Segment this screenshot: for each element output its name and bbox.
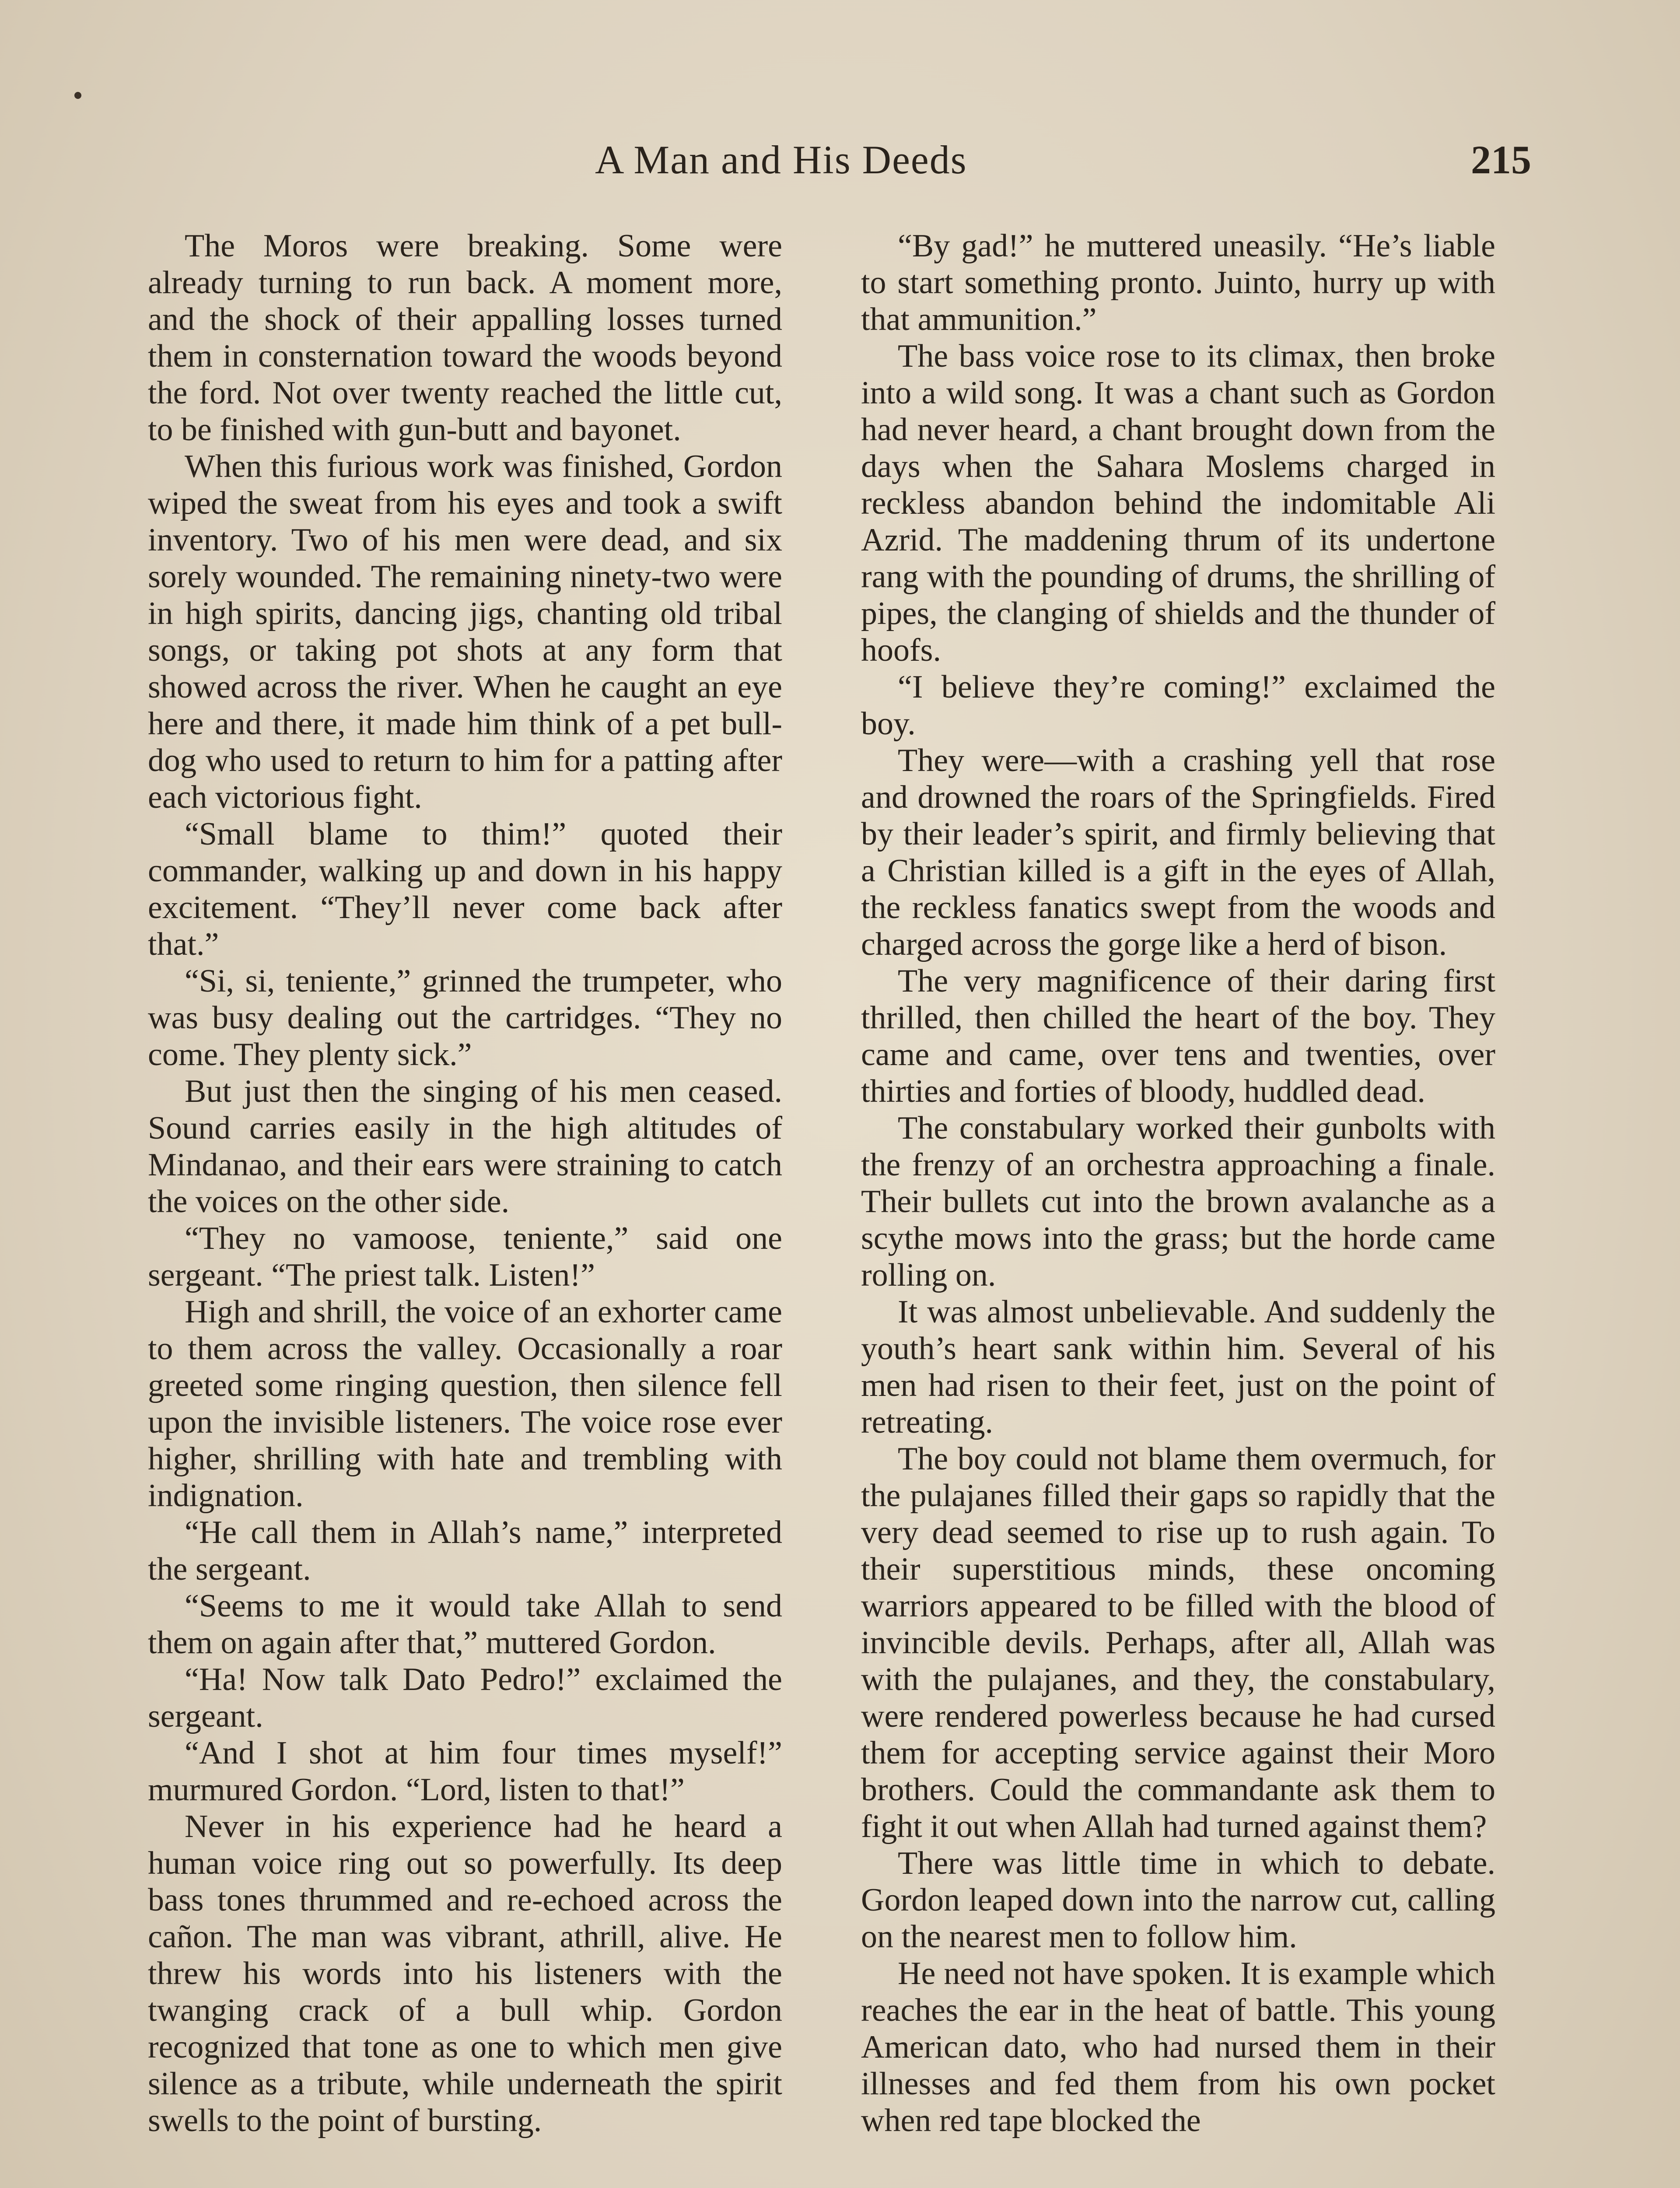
ink-speck bbox=[74, 92, 81, 99]
right-column bbox=[861, 228, 1495, 2139]
paragraph: It was almost unbelievable. And suddenly the youth’s heart sank within him. Several of his men had risen to their feet, just on the point of retreating. bbox=[861, 1294, 1495, 1440]
paragraph: The very magnificence of their daring first thrilled, then chilled the heart of the boy. They came and came, over tens and twenties, over thirties and forties of bloody, huddled dead. bbox=[861, 963, 1495, 1109]
paragraph: The Moros were breaking. Some were already turning to run back. A moment more, and the shock of their appalling losses turned them in consternation toward the woods beyond the ford. Not over twenty reached the little cut, to be finished with gun-butt and bayonet. bbox=[148, 228, 782, 448]
paragraph: “By gad!” he muttered uneasily. “He’s liable to start something pronto. Juinto, hurry up with that ammunition.” bbox=[861, 228, 1495, 337]
running-title: A Man and His Deeds bbox=[595, 137, 967, 182]
paragraph: “They no vamoose, teniente,” said one sergeant. “The priest talk. Listen!” bbox=[148, 1220, 782, 1293]
paragraph: But just then the singing of his men ceased. Sound carries easily in the high altitudes of Mindanao, and their ears were straining to catch the voices on the other side. bbox=[148, 1073, 782, 1220]
paragraph: When this furious work was finished, Gordon wiped the sweat from his eyes and took a swift inventory. Two of his men were dead, and six sorely wounded. The remaining ninety-two were in high spirits, dancing jigs, chanting old tribal songs, or taking pot shots at any form that showed across the river. When he caught an eye here and there, it made him think of a pet bull-dog who used to return to him for a patting after each victorious fight. bbox=[148, 449, 782, 815]
paragraph: They were—with a crashing yell that rose and drowned the roars of the Springfields. Fired by their leader’s spirit, and firmly believing that a Christian killed is a gift in the eyes of Allah, the reckless fanatics swept from the woods and charged across the gorge like a herd of bison. bbox=[861, 743, 1495, 962]
paragraph: The boy could not blame them overmuch, for the pulajanes filled their gaps so rapidly that the very dead seemed to rise up to rush again. To their superstitious minds, these oncoming warriors appeared to be filled with the blood of invincible devils. Perhaps, after all, Allah was with the pulajanes, and they, the constabulary, were rendered powerless because he had cursed them for accepting service against their Moro brothers. Could the commandante ask them to fight it out when Allah had turned against them? bbox=[861, 1441, 1495, 1844]
paragraph: “Ha! Now talk Dato Pedro!” exclaimed the sergeant. bbox=[148, 1662, 782, 1734]
paragraph: High and shrill, the voice of an exhorter came to them across the valley. Occasionally a roar greeted some ringing question, then silence fell upon the invisible listeners. The voice rose ever higher, shrilling with hate and trembling with indignation. bbox=[148, 1294, 782, 1514]
page-number: 215 bbox=[1471, 137, 1531, 182]
paragraph: The constabulary worked their gunbolts with the frenzy of an orchestra approaching a finale. Their bullets cut into the brown avalanche as a scythe mows into the grass; but the horde came rolling on. bbox=[861, 1110, 1495, 1293]
paragraph: Never in his experience had he heard a human voice ring out so powerfully. Its deep bass tones thrummed and re-echoed across the cañon. The man was vibrant, athrill, alive. He threw his words into his listeners with the twanging crack of a bull whip. Gordon recognized that tone as one to which men give silence as a tribute, while underneath the spirit swells to the point of bursting. bbox=[148, 1809, 782, 2139]
paragraph: “Small blame to thim!” quoted their commander, walking up and down in his happy excitement. “They’ll never come back after that.” bbox=[148, 816, 782, 962]
paragraph: There was little time in which to debate. Gordon leaped down into the narrow cut, calling on the nearest men to follow him. bbox=[861, 1845, 1495, 1955]
paragraph: “Seems to me it would take Allah to send them on again after that,” muttered Gordon. bbox=[148, 1588, 782, 1661]
paragraph: “I believe they’re coming!” exclaimed the boy. bbox=[861, 669, 1495, 742]
paragraph: He need not have spoken. It is example which reaches the ear in the heat of battle. This young American dato, who had nursed them in their illnesses and fed them from his own pocket when red tape blocked the bbox=[861, 1956, 1495, 2139]
paragraph: “He call them in Allah’s name,” interpreted the sergeant. bbox=[148, 1515, 782, 1587]
paragraph: “Si, si, teniente,” grinned the trumpeter, who was busy dealing out the cartridges. “They no come. They plenty sick.” bbox=[148, 963, 782, 1073]
running-header bbox=[0, 131, 1680, 193]
left-column bbox=[148, 228, 782, 2139]
paragraph: The bass voice rose to its climax, then broke into a wild song. It was a chant such as Gordon had never heard, a chant brought down from the days when the Sahara Moslems charged in reckless abandon behind the indomitable Ali Azrid. The maddening thrum of its undertone rang with the pounding of drums, the shrilling of pipes, the clanging of shields and the thunder of hoofs. bbox=[861, 338, 1495, 668]
paragraph: “And I shot at him four times myself!” murmured Gordon. “Lord, listen to that!” bbox=[148, 1735, 782, 1808]
